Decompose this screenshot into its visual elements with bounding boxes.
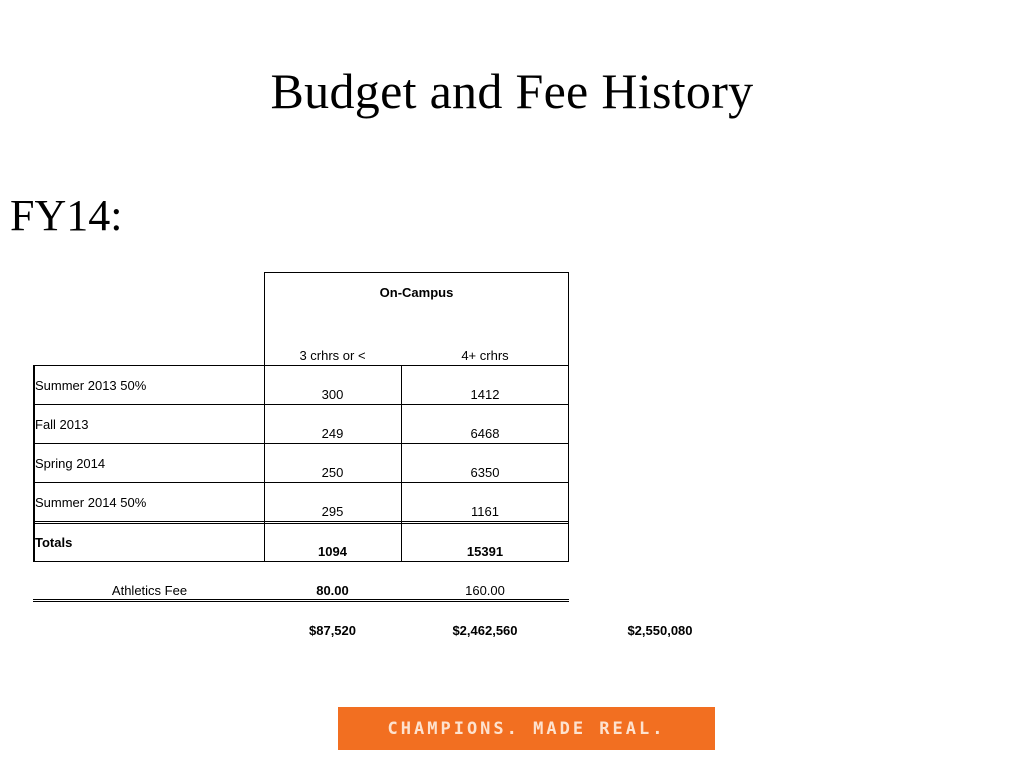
table-cell: 1412 [470, 387, 500, 402]
table-line [33, 599, 569, 600]
table-cell: 295 [321, 504, 344, 519]
row-label: Spring 2014 [35, 456, 106, 471]
table-line [33, 443, 569, 444]
table-line [33, 561, 569, 562]
table-cell: $87,520 [309, 623, 356, 638]
table-cell: 15391 [466, 544, 504, 559]
table-line [33, 521, 569, 522]
totals-label: Totals [35, 535, 73, 550]
grand-total: $2,550,080 [627, 623, 693, 638]
table-line [33, 601, 569, 602]
table-cell: 1161 [471, 504, 499, 519]
fee-label: Athletics Fee [111, 583, 188, 598]
table-line [33, 482, 569, 483]
table-cell: 6350 [470, 465, 500, 480]
champions-banner [338, 707, 715, 750]
table-cell: 6468 [470, 426, 500, 441]
column-header: 4+ crhrs [461, 348, 509, 363]
row-label: Fall 2013 [35, 417, 89, 432]
slide-title: Budget and Fee History [270, 63, 754, 119]
table-line [33, 404, 569, 405]
fiscal-year-label: FY14: [10, 191, 123, 240]
table-cell: $2,462,560 [452, 623, 518, 638]
banner-text: CHAMPIONS. MADE REAL. [387, 718, 666, 739]
table-cell: 250 [321, 465, 344, 480]
table-line [264, 272, 569, 273]
table-cell: 300 [321, 387, 344, 402]
table-line [33, 365, 569, 366]
table-line [33, 523, 569, 524]
table-cell: 1094 [318, 544, 347, 559]
table-cell: 80.00 [316, 583, 349, 598]
row-label: Summer 2013 50% [35, 378, 147, 393]
column-header: 3 crhrs or < [299, 348, 366, 363]
row-label: Summer 2014 50% [35, 495, 147, 510]
table-cell: 249 [321, 426, 344, 441]
group-header: On-Campus [379, 285, 454, 300]
table-cell: 160.00 [465, 583, 505, 598]
